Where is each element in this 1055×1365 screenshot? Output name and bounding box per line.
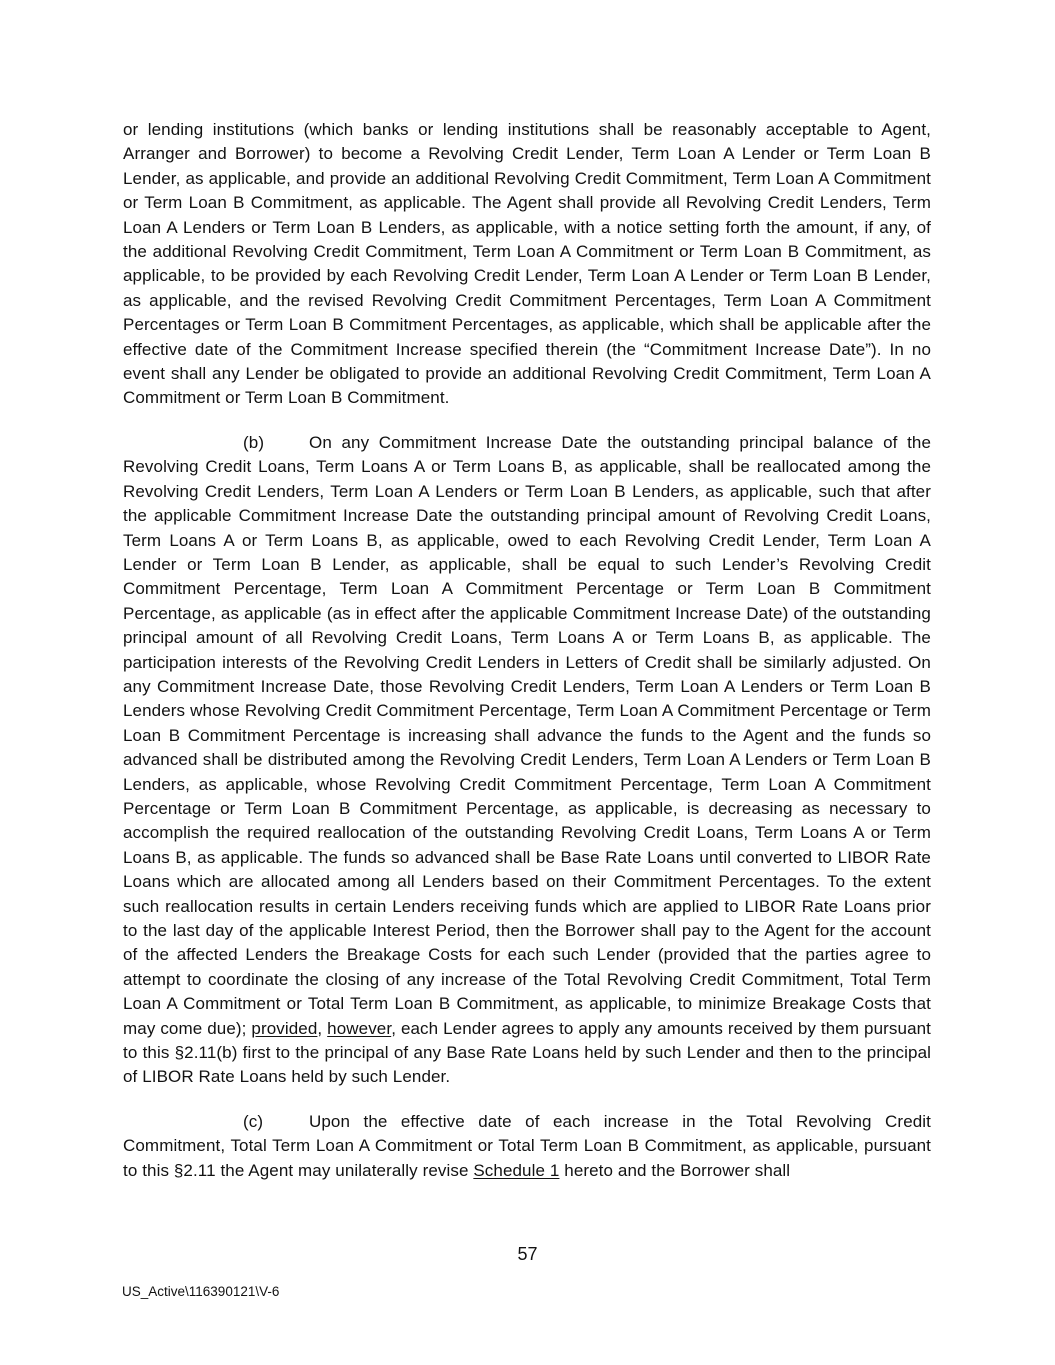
body-text-segment: , <box>317 1018 328 1038</box>
paragraph-label: (b) <box>243 432 265 452</box>
underlined-text: Schedule 1 <box>473 1160 560 1180</box>
underlined-text: provided <box>251 1018 318 1038</box>
document-body <box>123 118 931 1183</box>
body-text-segment: hereto and the Borrower shall <box>559 1160 791 1180</box>
paragraph-label: (c) <box>243 1111 264 1131</box>
body-text-segment: Upon the effective date of each increase in the Total Revolving Credit Commitment, Total Term Loan A Commitment or Total Term Loan B Commitment, as applicable, pursuant to this §2.11 the Agent may unilaterally revise <box>123 1111 931 1180</box>
paragraph-continuation <box>123 118 931 411</box>
body-text-segment: , each Lender agrees to apply any amounts received by them pursuant to this §2.11(b) first to the principal of any Base Rate Loans held by such Lender and then to the principal of LIBOR Rate Loans held by such Lender. <box>123 1018 932 1087</box>
paragraph-b <box>123 431 931 1090</box>
underlined-text: however <box>327 1018 392 1038</box>
page-number: 57 <box>517 1244 538 1264</box>
body-text-segment: On any Commitment Increase Date the outstanding principal balance of the Revolving Credit Loans, Term Loans A or Term Loans B, as applicable, shall be reallocated among the Revolving Credit Lenders, Term Loan A Lenders or Term Loan B Lenders, as applicable, such that after the applicable Commitment Increase Date the outstanding principal amount of Revolving Credit Loans, Term Loans A or Term Loans B, as applicable, owed to each Revolving Credit Lender, Term Loan A Lender or Term Loan B Lender, as applicable, shall be equal to such Lender’s Revolving Credit Commitment Percentage, Term Loan A Commitment Percentage or Term Loan B Commitment Percentage, as applicable (as in effect after the applicable Commitment Increase Date) of the outstanding principal amount of all Revolving Credit Loans, Term Loans A or Term Loans B, as applicable. The participation interests of the Revolving Credit Lenders in Letters of Credit shall be similarly adjusted. On any Commitment Increase Date, those Revolving Credit Lenders, Term Loan A Lenders or Term Loan B Lenders whose Revolving Credit Commitment Percentage, Term Loan A Commitment Percentage or Term Loan B Commitment Percentage is increasing shall advance the funds to the Agent and the funds so advanced shall be distributed among the Revolving Credit Lenders, Term Loan A Lenders or Term Loan B Lenders, as applicable, whose Revolving Credit Commitment Percentage, Term Loan A Commitment Percentage or Term Loan B Commitment Percentage, as applicable, is decreasing as necessary to accomplish the required reallocation of the outstanding Revolving Credit Loans, Term Loans A or Term Loans B, as applicable. The funds so advanced shall be Base Rate Loans until converted to LIBOR Rate Loans which are allocated among all Lenders based on their Commitment Percentages. To the extent such reallocation results in certain Lenders receiving funds which are applied to LIBOR Rate Loans prior to the last day of the applicable Interest Period, then the Borrower shall pay to the Agent for the account of the affected Lenders the Breakage Costs for each such Lender (provided that the parties agree to attempt to coordinate the closing of any increase of the Total Revolving Credit Commitment, Total Term Loan A Commitment or Total Term Loan B Commitment, as applicable, to minimize Breakage Costs that may come due); <box>123 432 931 1038</box>
body-text-segment: or lending institutions (which banks or lending institutions shall be reasonably acceptable to Agent, Arranger and Borrower) to become a Revolving Credit Lender, Term Loan A Lender or Term Loan B Lender, as applicable, and provide an additional Revolving Credit Commitment, Term Loan A Commitment or Term Loan B Commitment, as applicable. The Agent shall provide all Revolving Credit Lenders, Term Loan A Lenders or Term Loan B Lenders, as applicable, with a notice setting forth the amount, if any, of the additional Revolving Credit Commitment, Term Loan A Commitment or Term Loan B Commitment, as applicable, to be provided by each Revolving Credit Lender, Term Loan A Lender or Term Loan B Lender, as applicable, and the revised Revolving Credit Commitment Percentages, Term Loan A Commitment Percentages or Term Loan B Commitment Percentages, as applicable, which shall be applicable after the effective date of the Commitment Increase specified therein (the “Commitment Increase Date”). In no event shall any Lender be obligated to provide an additional Revolving Credit Commitment, Term Loan A Commitment or Term Loan B Commitment. <box>123 120 931 408</box>
paragraph-c <box>123 1110 931 1183</box>
footer-doc-id: US_Active\116390121\V-6 <box>122 1284 280 1299</box>
